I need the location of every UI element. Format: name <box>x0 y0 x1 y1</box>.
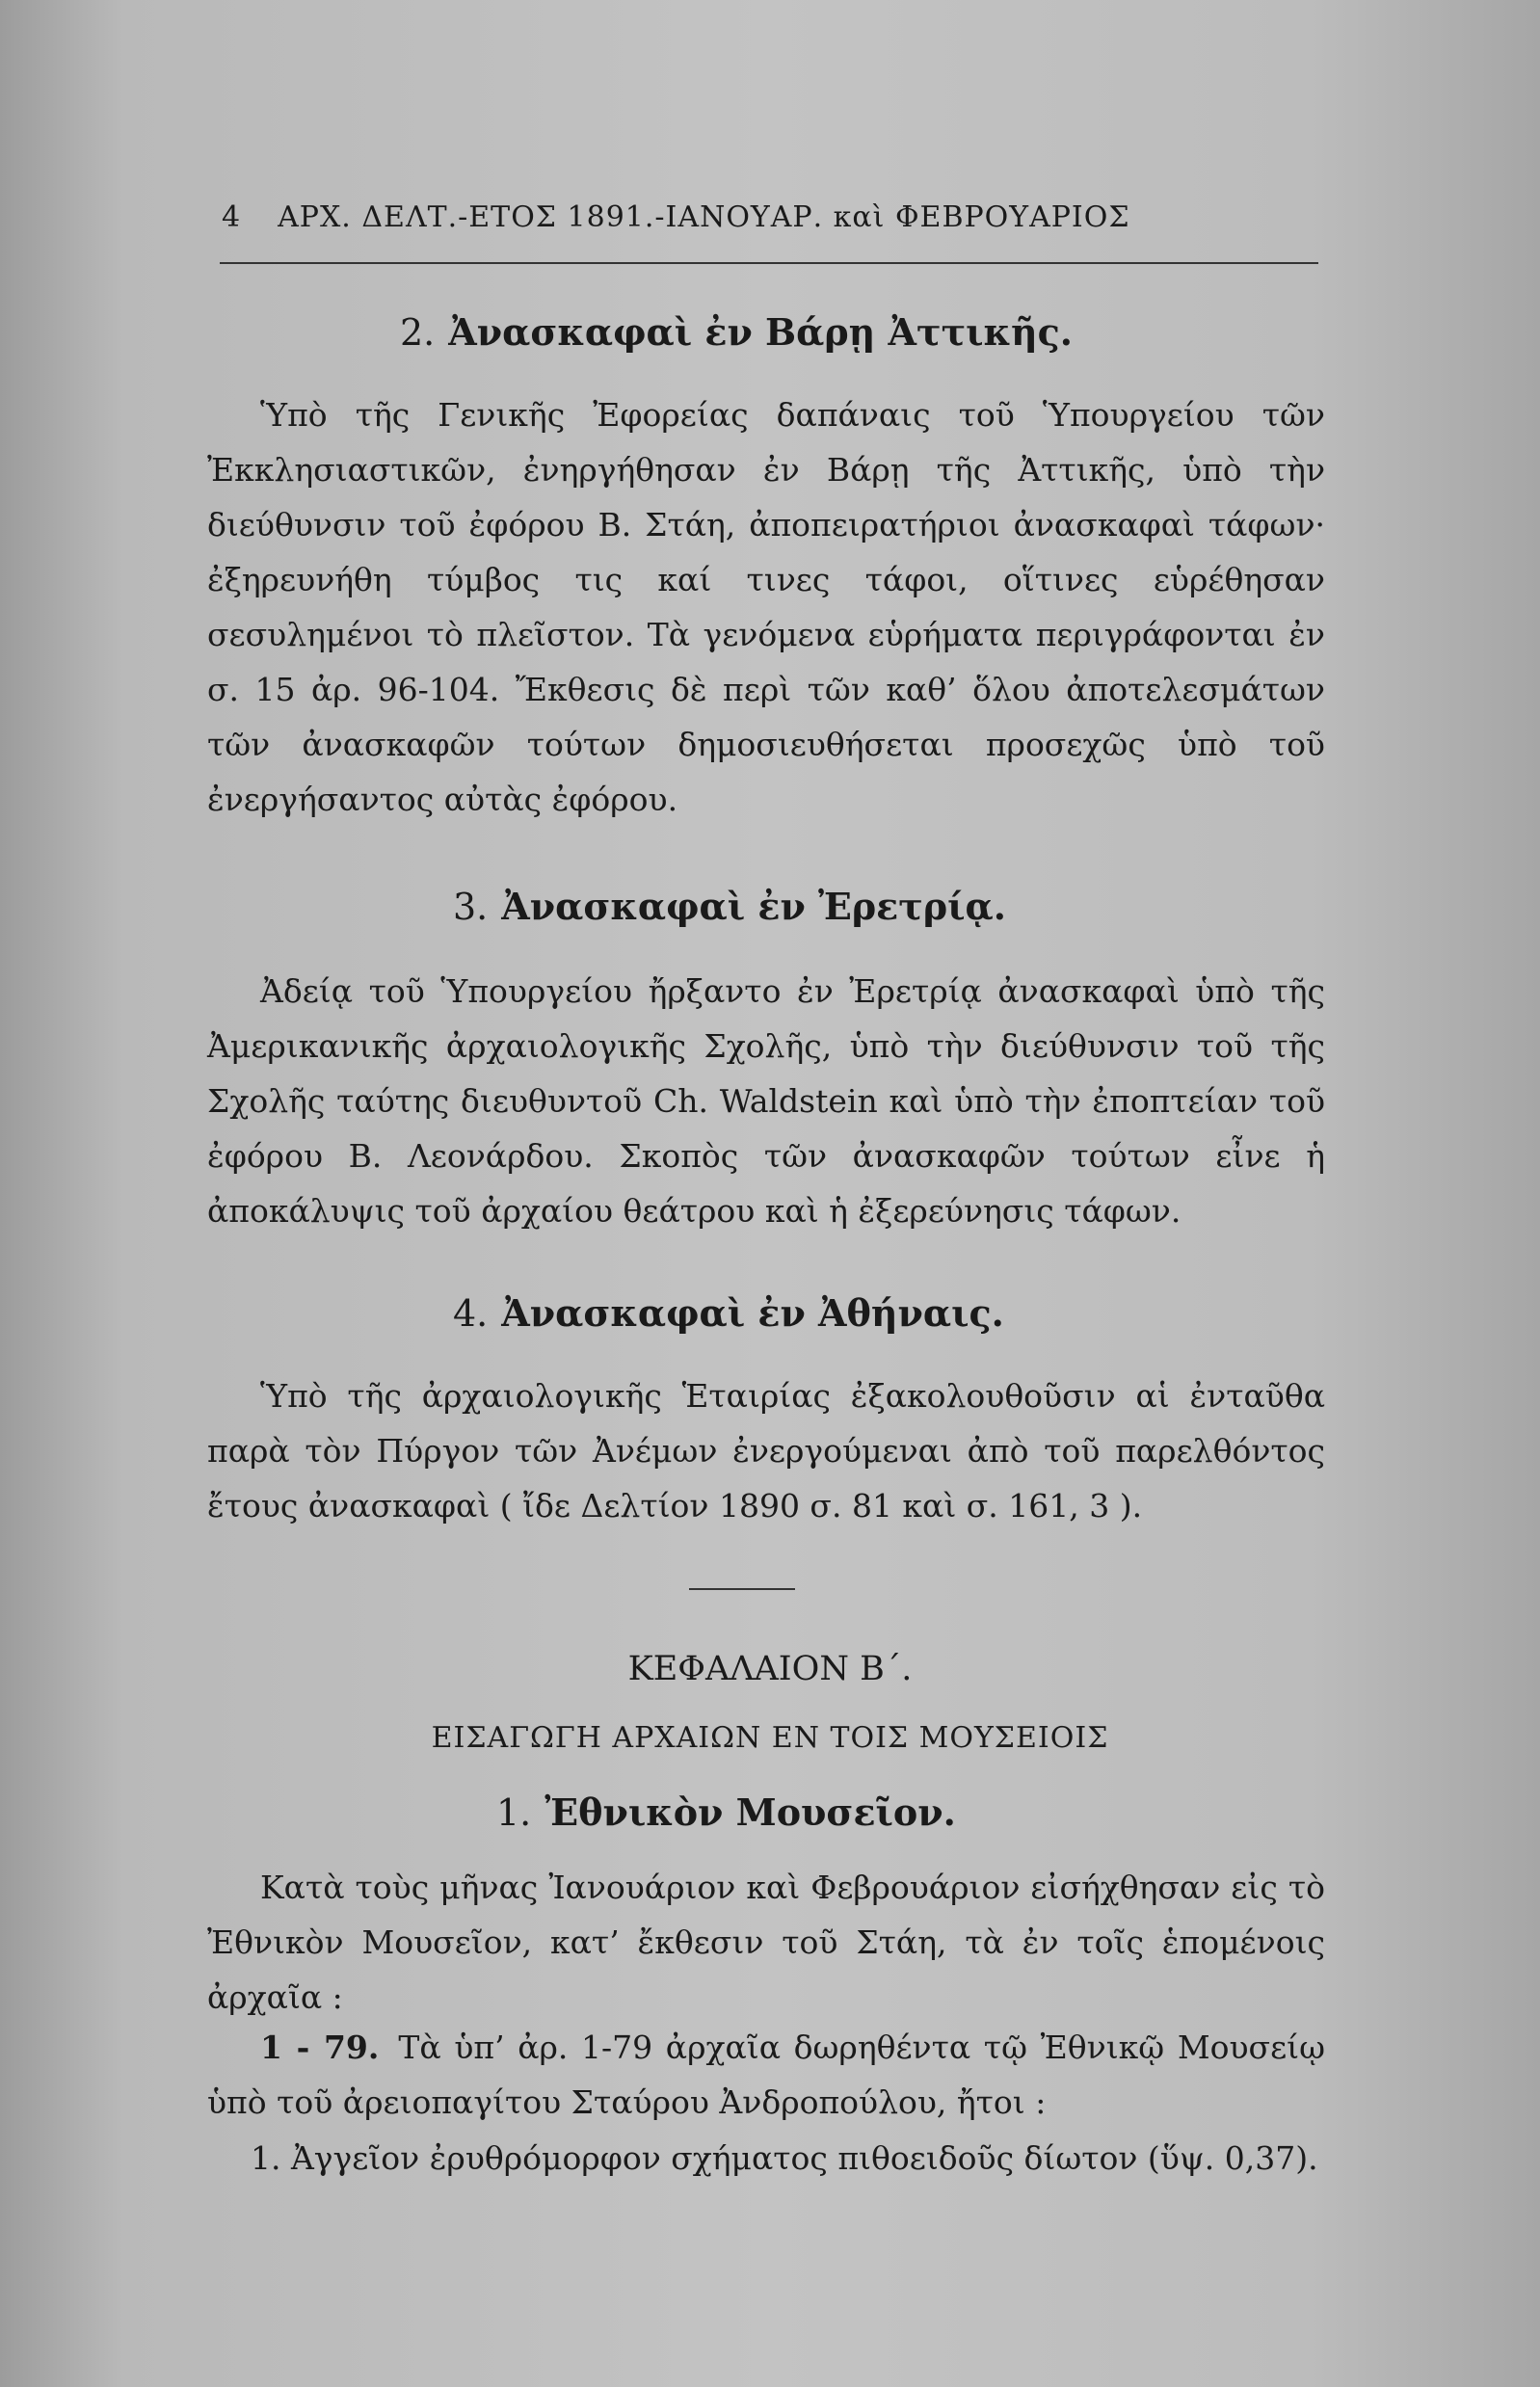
chapter-subtitle: ΕΙΣΑΓΩΓΗ ΑΡΧΑΙΩΝ ΕΝ ΤΟΙΣ ΜΟΥΣΕΙΟΙΣ <box>431 1721 1109 1755</box>
running-title: ΑΡΧ. ΔΕΛΤ.-ΕΤΟΣ 1891.-ΙΑΝΟΥΑΡ. καὶ ΦΕΒΡΟΥΑΡΙΟΣ <box>278 200 1130 234</box>
section-heading <box>453 885 1006 928</box>
item-paragraph <box>207 2020 1325 2130</box>
page-number: 4 <box>222 200 242 234</box>
section-number: 4. <box>453 1292 489 1335</box>
section-title: Ἐθνικὸν Μουσεῖον. <box>544 1790 956 1834</box>
section-number: 1. <box>496 1791 532 1834</box>
section-paragraph: Ἀδείᾳ τοῦ Ὑπουργείου ἤρξαντο ἐν Ἐρετρίᾳ ἀνασκαφαὶ ὑπὸ τῆς Ἀμερικανικῆς ἀρχαιολογικῆς Σχολῆς, ὑπὸ τὴν διεύθυνσιν τοῦ τῆς Σχολῆς ταύτης διευθυντοῦ Ch. Waldstein καὶ ὑπὸ τὴν ἐποπτείαν τοῦ ἐφόρου Β. Λεονάρδου. Σκοπὸς τῶν ἀνασκαφῶν τούτων εἶνε ἡ ἀποκάλυψις τοῦ ἀρχαίου θεάτρου καὶ ἡ ἐξερεύνησις τάφων. <box>207 972 1325 1230</box>
section-divider <box>689 1588 795 1590</box>
section-number: 2. <box>400 311 436 354</box>
item-text: Τὰ ὑπ’ ἀρ. 1-79 ἀρχαῖα δωρηθέντα τῷ Ἐθνικῷ Μουσείῳ ὑπὸ τοῦ ἀρειοπαγίτου Σταύρου Ἀνδροπούλου, ἤτοι : <box>207 2029 1326 2121</box>
section-title: Ἀνασκαφαὶ ἐν Ἐρετρίᾳ. <box>501 885 1006 928</box>
section-title: Ἀνασκαφαὶ ἐν Βάρῃ Ἀττικῆς. <box>448 310 1074 354</box>
section-title: Ἀνασκαφαὶ ἐν Ἀθήναις. <box>501 1291 1004 1335</box>
first-entry: 1. Ἀγγεῖον ἐρυθρόμορφον σχήματος πιθοειδοῦς δίωτον (ὕψ. 0,37). <box>251 2139 1318 2177</box>
chapter-title: ΚΕΦΑΛΑΙΟΝ Β΄. <box>627 1650 913 1688</box>
header-rule <box>220 262 1318 264</box>
section-paragraph: Ὑπὸ τῆς Γενικῆς Ἐφορείας δαπάναις τοῦ Ὑπουργείου τῶν Ἐκκλησιαστικῶν, ἐνηργήθησαν ἐν Βάρῃ τῆς Ἀττικῆς, ὑπὸ τὴν διεύθυνσιν τοῦ ἐφόρου Β. Στάη, ἀποπειρατήριοι ἀνασκαφαὶ τάφων· ἐξηρευνήθη τύμβος τις καί τινες τάφοι, οἵτινες εὑρέθησαν σεσυλημένοι τὸ πλεῖστον. Τὰ γενόμενα εὑρήματα περιγράφονται ἐν σ. 15 ἀρ. 96-104. Ἔκθεσις δὲ περὶ τῶν καθ’ ὅλου ἀποτελεσμάτων τῶν ἀνασκαφῶν τούτων δημοσιευθήσεται προσεχῶς ὑπὸ τοῦ ἐνεργήσαντος αὐτὰς ἐφόρου. <box>207 396 1325 818</box>
section-heading <box>453 1291 1004 1335</box>
intro-paragraph: Κατὰ τοὺς μῆνας Ἰανουάριον καὶ Φεβρουάριον εἰσήχθησαν εἰς τὸ Ἐθνικὸν Μουσεῖον, κατ’ ἔκθεσιν τοῦ Στάη, τὰ ἐν τοῖς ἑπομένοις ἀρχαῖα : <box>207 1869 1325 2016</box>
section-paragraph: Ὑπὸ τῆς ἀρχαιολογικῆς Ἑταιρίας ἐξακολουθοῦσιν αἱ ἐνταῦθα παρὰ τὸν Πύργον τῶν Ἀνέμων ἐνεργούμεναι ἀπὸ τοῦ παρελθόντος ἔτους ἀνασκαφαὶ ( ἴδε Δελτίον 1890 σ. 81 καὶ σ. 161, 3 ). <box>207 1377 1325 1525</box>
item-number: 1 - 79. <box>260 2029 380 2066</box>
section-heading <box>400 310 1073 354</box>
running-header <box>222 200 1330 234</box>
museum-heading <box>496 1790 956 1834</box>
section-number: 3. <box>453 886 489 928</box>
